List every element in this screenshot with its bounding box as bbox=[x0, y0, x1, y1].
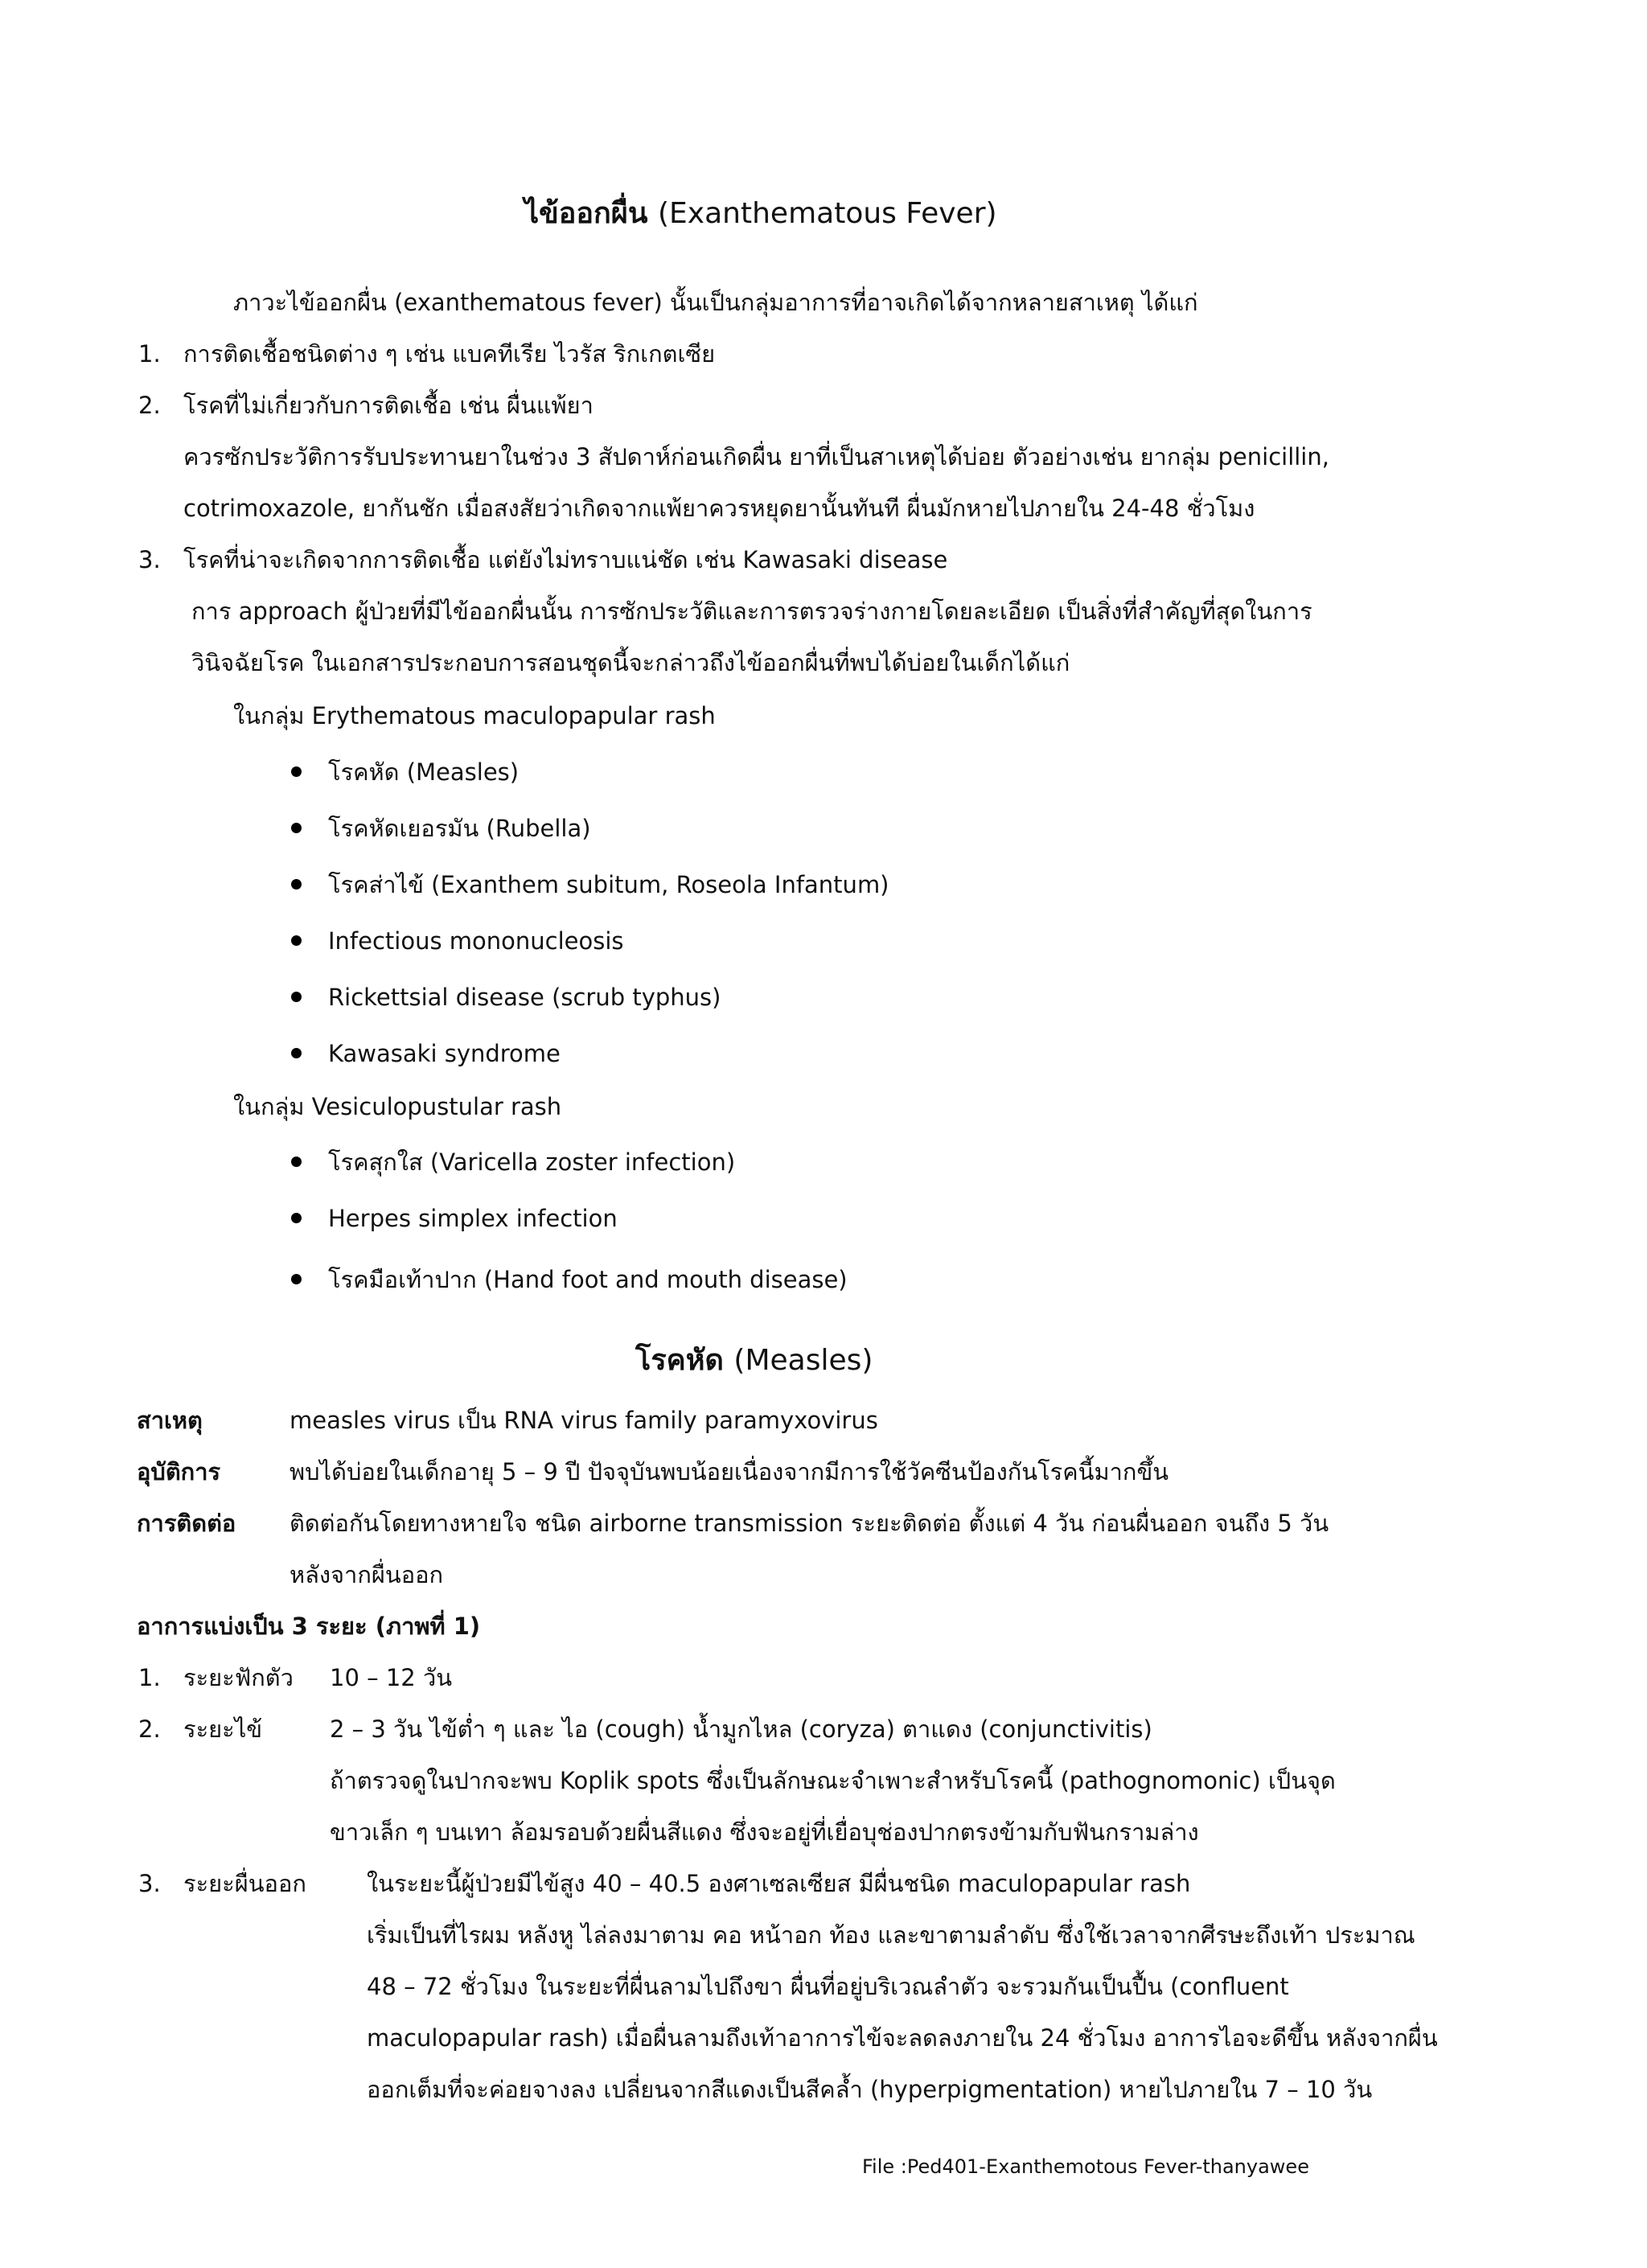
list-item: Herpes simplex infection bbox=[328, 1205, 618, 1232]
definition-text: measles virus เป็น RNA virus family paramyxovirus bbox=[290, 1407, 878, 1434]
intro-paragraph: ภาวะไข้ออกผื่น (exanthematous fever) นั้นเป็นกลุ่มอาการที่อาจเกิดได้จากหลายสาเหตุ ได้แก่ bbox=[233, 289, 1198, 316]
stages-heading bbox=[137, 1610, 480, 1642]
page-title bbox=[524, 198, 997, 230]
cause-item: โรคที่ไม่เกี่ยวกับการติดเชื้อ เช่น ผื่นแพ้ยา bbox=[183, 392, 593, 419]
title-thai: ไข้ออกผื่น bbox=[524, 197, 648, 230]
bullet-icon bbox=[291, 1157, 302, 1167]
bullet-icon bbox=[291, 766, 302, 777]
section-title-thai: โรคหัด bbox=[635, 1344, 724, 1377]
stages-heading-figure-ref: (ภาพที่ 1) bbox=[375, 1613, 481, 1640]
group-heading: ในกลุ่ม Vesiculopustular rash bbox=[233, 1093, 562, 1120]
cause-number: 2. bbox=[138, 392, 161, 419]
definition-text: ติดต่อกันโดยทางหายใจ ชนิด airborne transmission ระยะติดต่อ ตั้งแต่ 4 วัน ก่อนผื่นออก จนถึง 5 วัน bbox=[290, 1510, 1329, 1537]
list-item: โรคส่าไข้ (Exanthem subitum, Roseola Infantum) bbox=[328, 871, 889, 898]
stage-text: maculopapular rash) เมื่อผื่นลามถึงเท้าอาการไข้จะลดลงภายใน 24 ชั่วโมง อาการไอจะดีขึ้น หลังจากผื่น bbox=[367, 2024, 1438, 2052]
bullet-icon bbox=[291, 1048, 302, 1058]
cause-detail-line: ควรซักประวัติการรับประทานยาในช่วง 3 สัปดาห์ก่อนเกิดผื่น ยาที่เป็นสาเหตุได้บ่อย ตัวอย่างเช่น ยากลุ่ม penicillin, bbox=[183, 443, 1329, 470]
stages-heading-thai: อาการแบ่งเป็น 3 ระยะ bbox=[137, 1613, 368, 1640]
definition-text: หลังจากผื่นออก bbox=[290, 1561, 444, 1588]
bullet-icon bbox=[291, 1213, 302, 1223]
cause-number: 3. bbox=[138, 546, 161, 573]
stage-label: ระยะฟักตัว bbox=[183, 1664, 294, 1691]
stage-label: ระยะผื่นออก bbox=[183, 1870, 306, 1897]
approach-line: วินิจฉัยโรค ในเอกสารประกอบการสอนชุดนี้จะกล่าวถึงไข้ออกผื่นที่พบได้บ่อยในเด็กได้แก่ bbox=[191, 649, 1070, 676]
stage-text: 48 – 72 ชั่วโมง ในระยะที่ผื่นลามไปถึงขา ผื่นที่อยู่บริเวณลำตัว จะรวมกันเป็นปื้น (confluent bbox=[367, 1973, 1289, 2000]
cause-item: โรคที่น่าจะเกิดจากการติดเชื้อ แต่ยังไม่ทราบแน่ชัด เช่น Kawasaki disease bbox=[183, 546, 948, 573]
bullet-icon bbox=[291, 879, 302, 890]
cause-number: 1. bbox=[138, 340, 161, 368]
stage-number: 3. bbox=[138, 1870, 161, 1897]
list-item: โรคหัด (Measles) bbox=[328, 758, 520, 786]
section-title-english: (Measles) bbox=[733, 1344, 873, 1377]
stage-text: ถ้าตรวจดูในปากจะพบ Koplik spots ซึ่งเป็นลักษณะจำเพาะสำหรับโรคนี้ (pathognomonic) เป็นจุด bbox=[330, 1767, 1336, 1794]
list-item: Kawasaki syndrome bbox=[328, 1040, 561, 1067]
bullet-icon bbox=[291, 823, 302, 833]
definition-label: อุบัติการ bbox=[137, 1458, 221, 1485]
stage-label: ระยะไข้ bbox=[183, 1715, 263, 1743]
definition-text: พบได้บ่อยในเด็กอายุ 5 – 9 ปี ปัจจุบันพบน้อยเนื่องจากมีการใช้วัคซีนป้องกันโรคนี้มากขึ้น bbox=[290, 1458, 1169, 1485]
list-item: Infectious mononucleosis bbox=[328, 927, 624, 955]
stage-text: ออกเต็มที่จะค่อยจางลง เปลี่ยนจากสีแดงเป็นสีคล้ำ (hyperpigmentation) หายไปภายใน 7 – 10 วัน bbox=[367, 2076, 1373, 2103]
section-title-measles bbox=[635, 1345, 873, 1377]
stage-text: ในระยะนี้ผู้ป่วยมีไข้สูง 40 – 40.5 องศาเซลเซียส มีผื่นชนิด maculopapular rash bbox=[367, 1870, 1191, 1897]
bullet-icon bbox=[291, 935, 302, 946]
list-item: โรคสุกใส (Varicella zoster infection) bbox=[328, 1148, 736, 1176]
cause-detail-line: cotrimoxazole, ยากันชัก เมื่อสงสัยว่าเกิดจากแพ้ยาควรหยุดยานั้นทันที ผื่นมักหายไปภายใน 24-48 ชั่วโมง bbox=[183, 495, 1255, 522]
stage-text: 10 – 12 วัน bbox=[330, 1664, 453, 1691]
stage-number: 1. bbox=[138, 1664, 161, 1691]
definition-label: สาเหตุ bbox=[137, 1407, 203, 1434]
title-english: (Exanthematous Fever) bbox=[658, 197, 997, 230]
list-item: Rickettsial disease (scrub typhus) bbox=[328, 984, 721, 1011]
stage-text: เริ่มเป็นที่ไรผม หลังหู ไล่ลงมาตาม คอ หน้าอก ท้อง และขาตามลำดับ ซึ่งใช้เวลาจากศีรษะถึงเท้า ประมาณ bbox=[367, 1921, 1415, 1949]
definition-label: การติดต่อ bbox=[137, 1510, 236, 1537]
stage-text: ขาวเล็ก ๆ บนเทา ล้อมรอบด้วยผื่นสีแดง ซึ่งจะอยู่ที่เยื่อบุช่องปากตรงข้ามกับฟันกรามล่าง bbox=[330, 1818, 1199, 1846]
file-footer: File :Ped401-Exanthemotous Fever-thanyawee bbox=[862, 2155, 1309, 2178]
bullet-icon bbox=[291, 1274, 302, 1284]
list-item: โรคหัดเยอรมัน (Rubella) bbox=[328, 815, 591, 842]
bullet-icon bbox=[291, 992, 302, 1002]
approach-line: การ approach ผู้ป่วยที่มีไข้ออกผื่นนั้น การซักประวัติและการตรวจร่างกายโดยละเอียด เป็นสิ่งที่สำคัญที่สุดในการ bbox=[191, 598, 1312, 625]
list-item: โรคมือเท้าปาก (Hand foot and mouth disease) bbox=[328, 1266, 848, 1293]
stage-number: 2. bbox=[138, 1715, 161, 1743]
group-heading: ในกลุ่ม Erythematous maculopapular rash bbox=[233, 702, 716, 729]
stage-text: 2 – 3 วัน ไข้ต่ำ ๆ และ ไอ (cough) น้ำมูกไหล (coryza) ตาแดง (conjunctivitis) bbox=[330, 1715, 1152, 1743]
cause-item: การติดเชื้อชนิดต่าง ๆ เช่น แบคทีเรีย ไวรัส ริกเกตเซีย bbox=[183, 340, 716, 368]
